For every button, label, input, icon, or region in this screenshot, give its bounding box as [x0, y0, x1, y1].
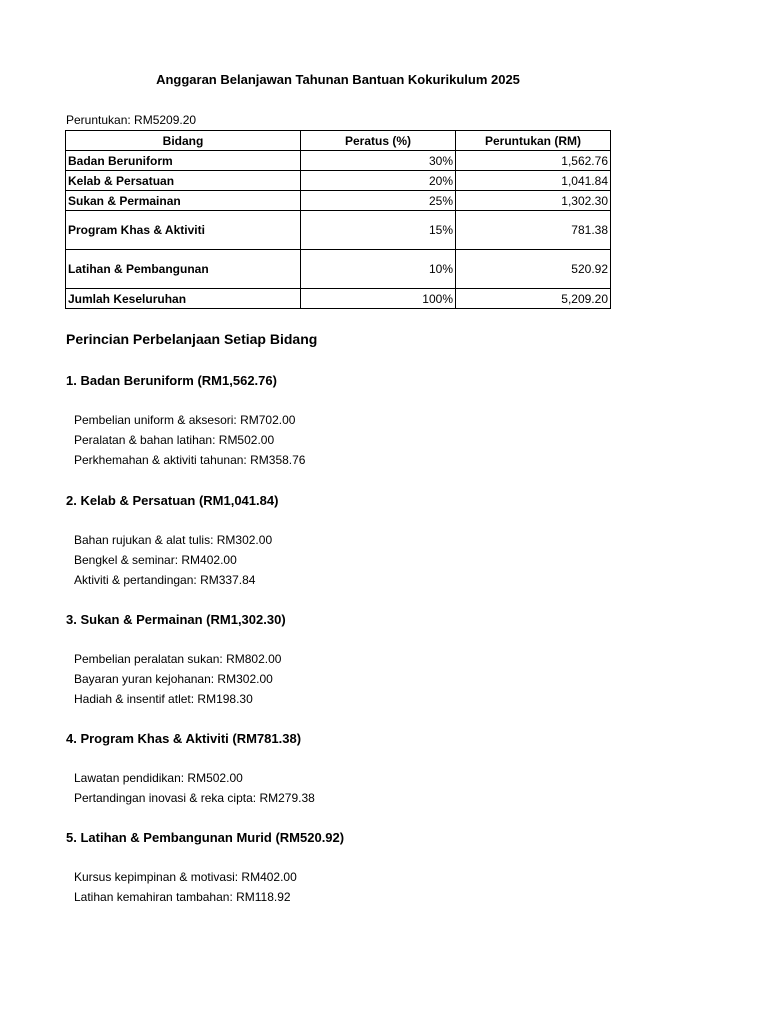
section-heading: 3. Sukan & Permainan (RM1,302.30) [66, 612, 286, 627]
section-heading: 4. Program Khas & Aktiviti (RM781.38) [66, 731, 302, 746]
section-heading: 2. Kelab & Persatuan (RM1,041.84) [66, 493, 279, 508]
cell-peratus: 10% [301, 250, 456, 289]
table-total-row [66, 289, 611, 309]
column-header-peruntukan: Peruntukan (RM) [456, 131, 611, 151]
list-item: Lawatan pendidikan: RM502.00 [74, 771, 243, 785]
cell-bidang: Latihan & Pembangunan [66, 250, 301, 289]
cell-peruntukan: 1,302.30 [456, 191, 611, 211]
budget-table [65, 130, 611, 309]
table-header-row [66, 131, 611, 151]
cell-peruntukan: 781.38 [456, 211, 611, 250]
details-heading: Perincian Perbelanjaan Setiap Bidang [66, 331, 318, 347]
list-item: Pembelian peralatan sukan: RM802.00 [74, 652, 282, 666]
cell-bidang: Program Khas & Aktiviti [66, 211, 301, 250]
list-item: Bahan rujukan & alat tulis: RM302.00 [74, 533, 273, 547]
table-row [66, 191, 611, 211]
list-item: Bengkel & seminar: RM402.00 [74, 553, 237, 567]
section-heading: 1. Badan Beruniform (RM1,562.76) [66, 373, 277, 388]
cell-peratus: 20% [301, 171, 456, 191]
list-item: Bayaran yuran kejohanan: RM302.00 [74, 672, 273, 686]
list-item: Kursus kepimpinan & motivasi: RM402.00 [74, 870, 297, 884]
cell-peratus: 30% [301, 151, 456, 171]
item-list [66, 530, 716, 590]
item-list [66, 768, 716, 808]
cell-peratus: 15% [301, 211, 456, 250]
cell-bidang: Badan Beruniform [66, 151, 301, 171]
list-item: Perkhemahan & aktiviti tahunan: RM358.76 [74, 453, 306, 467]
cell-bidang: Kelab & Persatuan [66, 171, 301, 191]
item-list [66, 649, 716, 709]
list-item: Pembelian uniform & aksesori: RM702.00 [74, 413, 296, 427]
list-item: Peralatan & bahan latihan: RM502.00 [74, 433, 275, 447]
cell-peruntukan: 1,562.76 [456, 151, 611, 171]
table-row [66, 151, 611, 171]
cell-peratus: 100% [301, 289, 456, 309]
detail-section [66, 492, 716, 590]
document-title: Anggaran Belanjawan Tahunan Bantuan Kokurikulum 2025 [156, 72, 520, 87]
cell-peruntukan: 520.92 [456, 250, 611, 289]
column-header-peratus: Peratus (%) [301, 131, 456, 151]
list-item: Pertandingan inovasi & reka cipta: RM279.38 [74, 791, 315, 805]
detail-section [66, 611, 716, 709]
cell-peruntukan: 1,041.84 [456, 171, 611, 191]
item-list [66, 410, 716, 470]
cell-bidang: Sukan & Permainan [66, 191, 301, 211]
section-heading: 5. Latihan & Pembangunan Murid (RM520.92) [66, 830, 345, 845]
list-item: Latihan kemahiran tambahan: RM118.92 [74, 890, 291, 904]
detail-section [66, 829, 716, 907]
detail-section [66, 372, 716, 470]
table-row [66, 250, 611, 289]
cell-bidang: Jumlah Keseluruhan [66, 289, 301, 309]
column-header-bidang: Bidang [66, 131, 301, 151]
cell-peratus: 25% [301, 191, 456, 211]
total-allocation: Peruntukan: RM5209.20 [66, 113, 197, 127]
list-item: Aktiviti & pertandingan: RM337.84 [74, 573, 256, 587]
item-list [66, 867, 716, 907]
table-row [66, 211, 611, 250]
detail-section [66, 730, 716, 808]
cell-peruntukan: 5,209.20 [456, 289, 611, 309]
list-item: Hadiah & insentif atlet: RM198.30 [74, 692, 253, 706]
table-row [66, 171, 611, 191]
